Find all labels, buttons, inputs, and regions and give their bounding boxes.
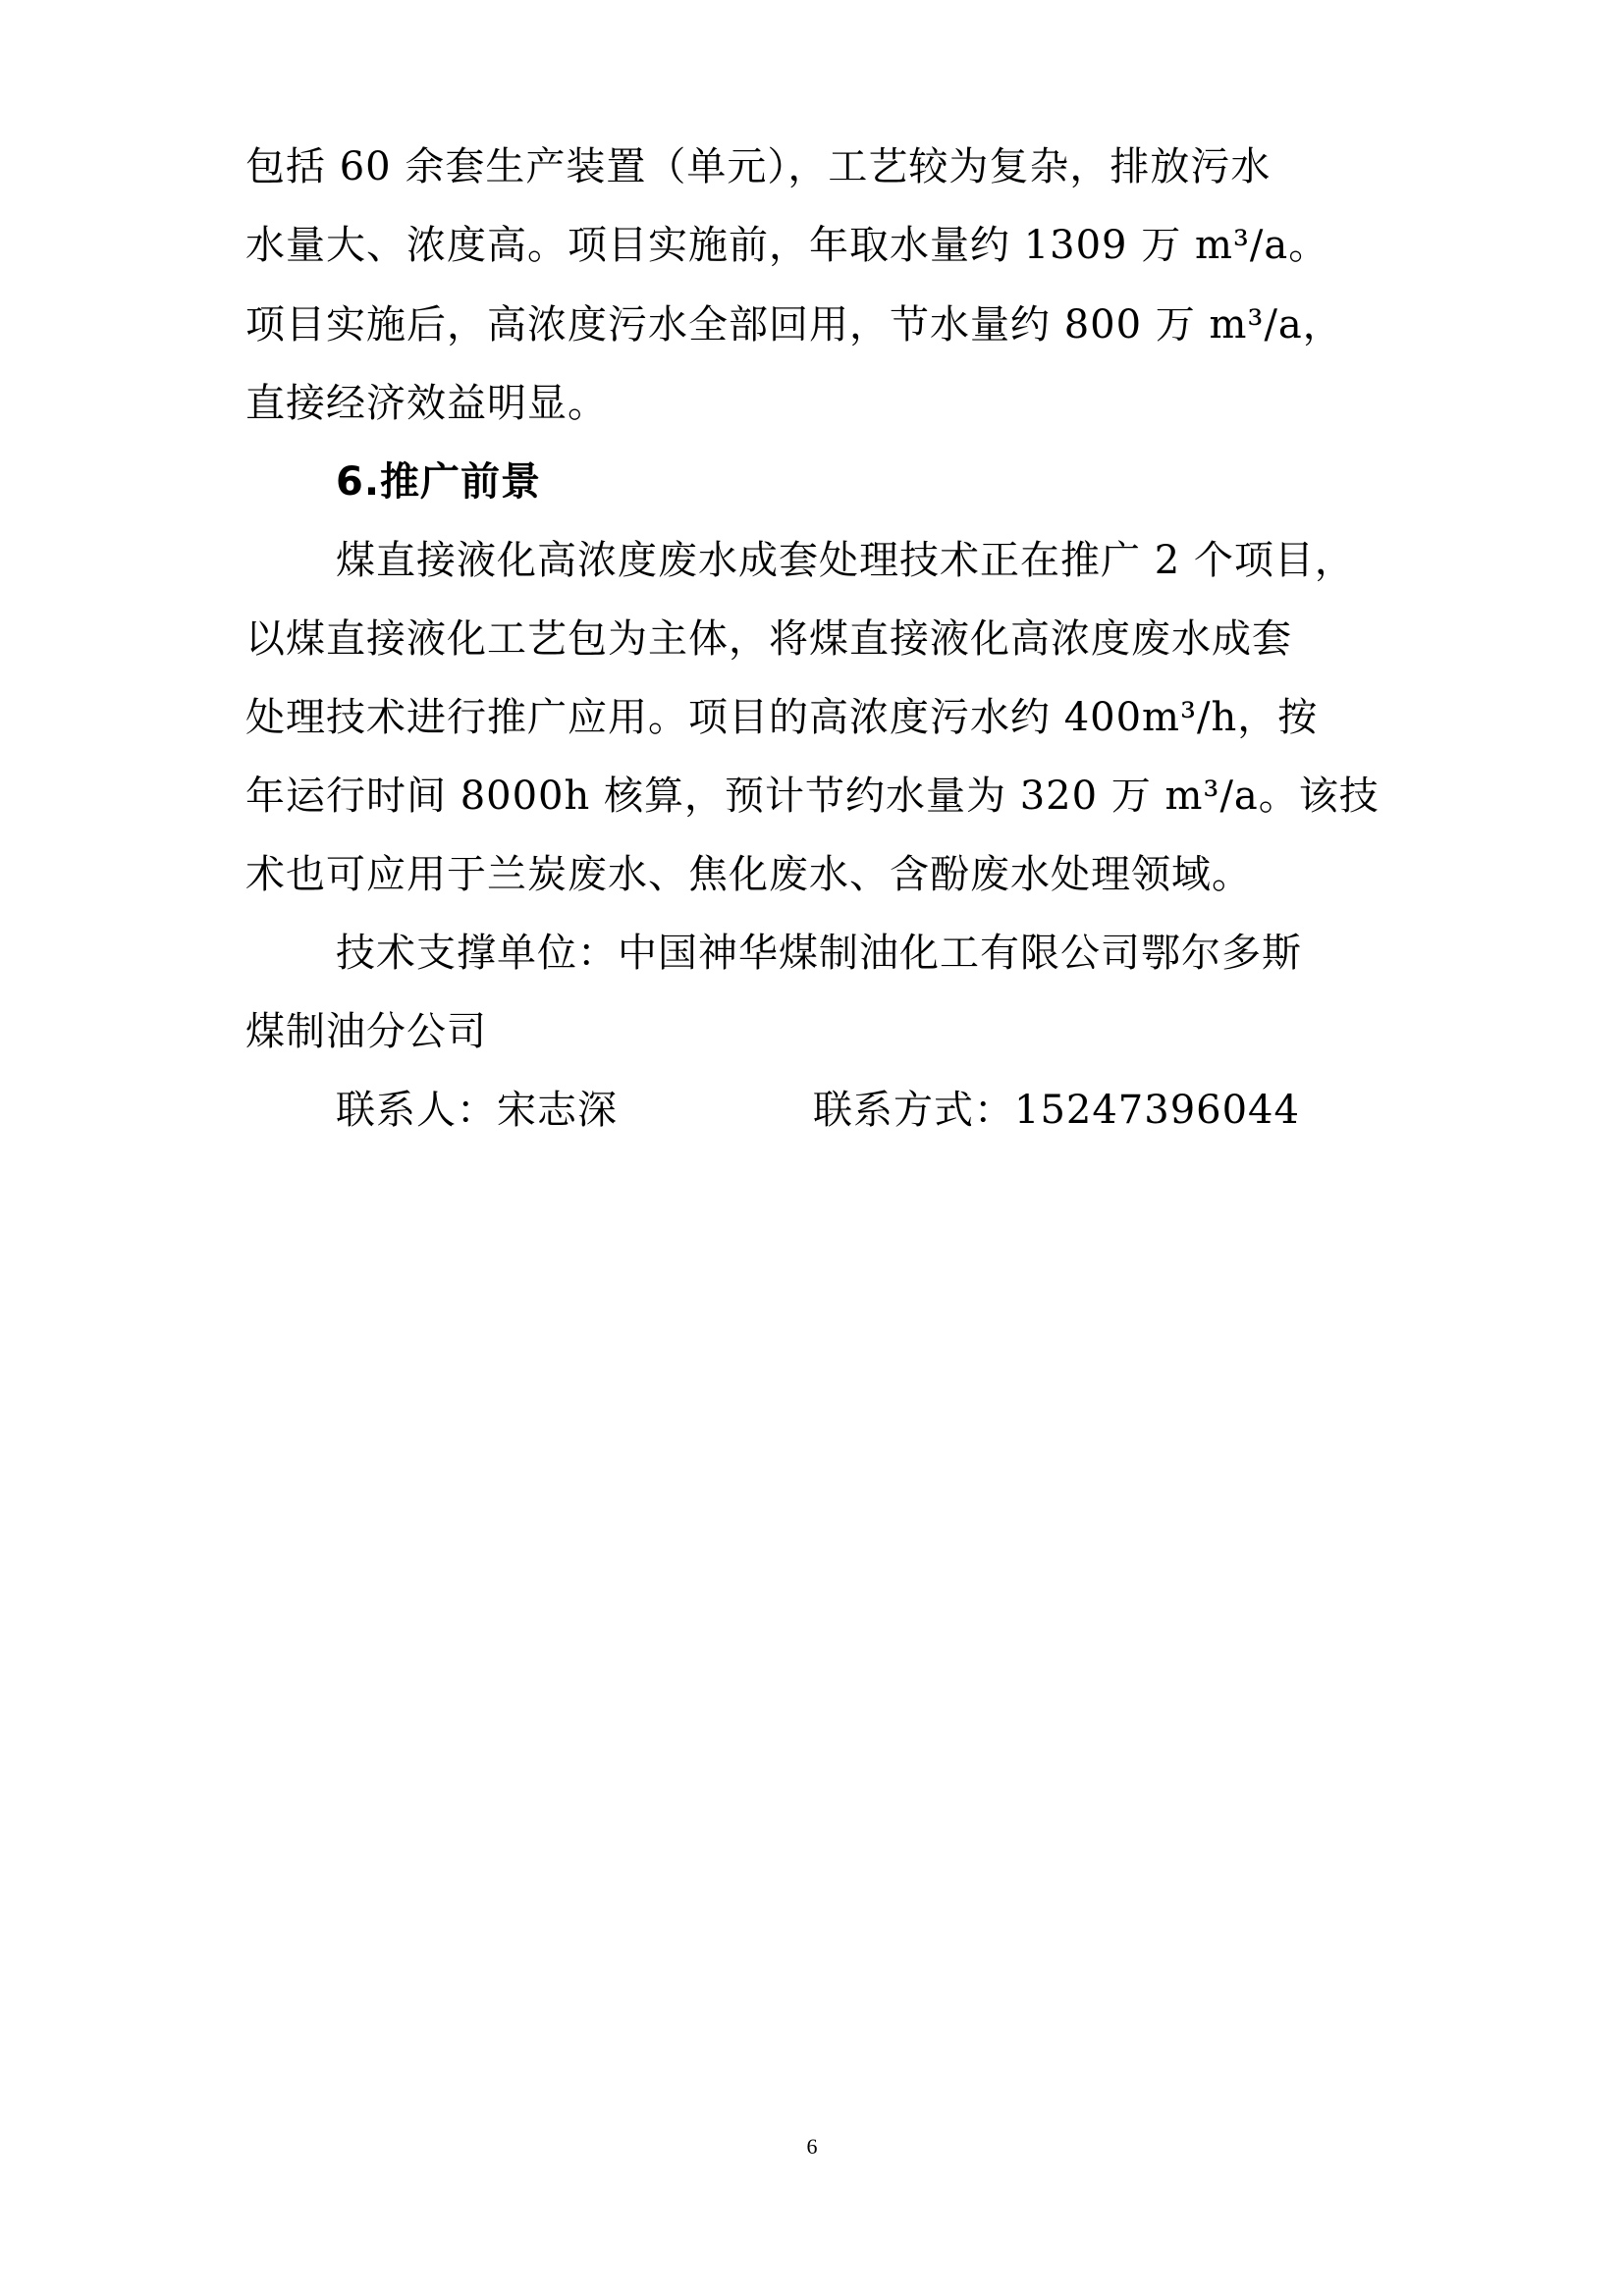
- paragraph-line: 术也可应用于兰炭废水、焦化废水、含酚废水处理领域。: [245, 852, 1252, 897]
- paragraph-line: 年运行时间 8000h 核算，预计节约水量为 320 万 m³/a。该技: [245, 774, 1380, 819]
- paragraph-line: 包括 60 余套生产装置（单元），工艺较为复杂，排放污水: [245, 144, 1272, 189]
- contact-phone: 联系方式：15247396044: [813, 1088, 1300, 1133]
- paragraph-line: 以煤直接液化工艺包为主体，将煤直接液化高浓度废水成套: [245, 616, 1292, 662]
- contact-person: 联系人：宋志深: [336, 1088, 618, 1133]
- paragraph-line: 水量大、浓度高。项目实施前，年取水量约 1309 万 m³/a。: [245, 223, 1329, 268]
- paragraph-line: 项目实施后，高浓度污水全部回用，节水量约 800 万 m³/a，: [245, 302, 1343, 347]
- paragraph-line: 直接经济效益明显。: [245, 381, 608, 426]
- support-unit-line: 技术支撑单位：中国神华煤制油化工有限公司鄂尔多斯: [336, 931, 1302, 976]
- paragraph-line: 处理技术进行推广应用。项目的高浓度污水约 400m³/h，按: [245, 695, 1319, 740]
- section-heading: 6.推广前景: [336, 459, 542, 505]
- support-unit-line: 煤制油分公司: [245, 1009, 487, 1054]
- paragraph-line: 煤直接液化高浓度废水成套处理技术正在推广 2 个项目，: [336, 538, 1355, 583]
- page-number: 6: [806, 2134, 818, 2159]
